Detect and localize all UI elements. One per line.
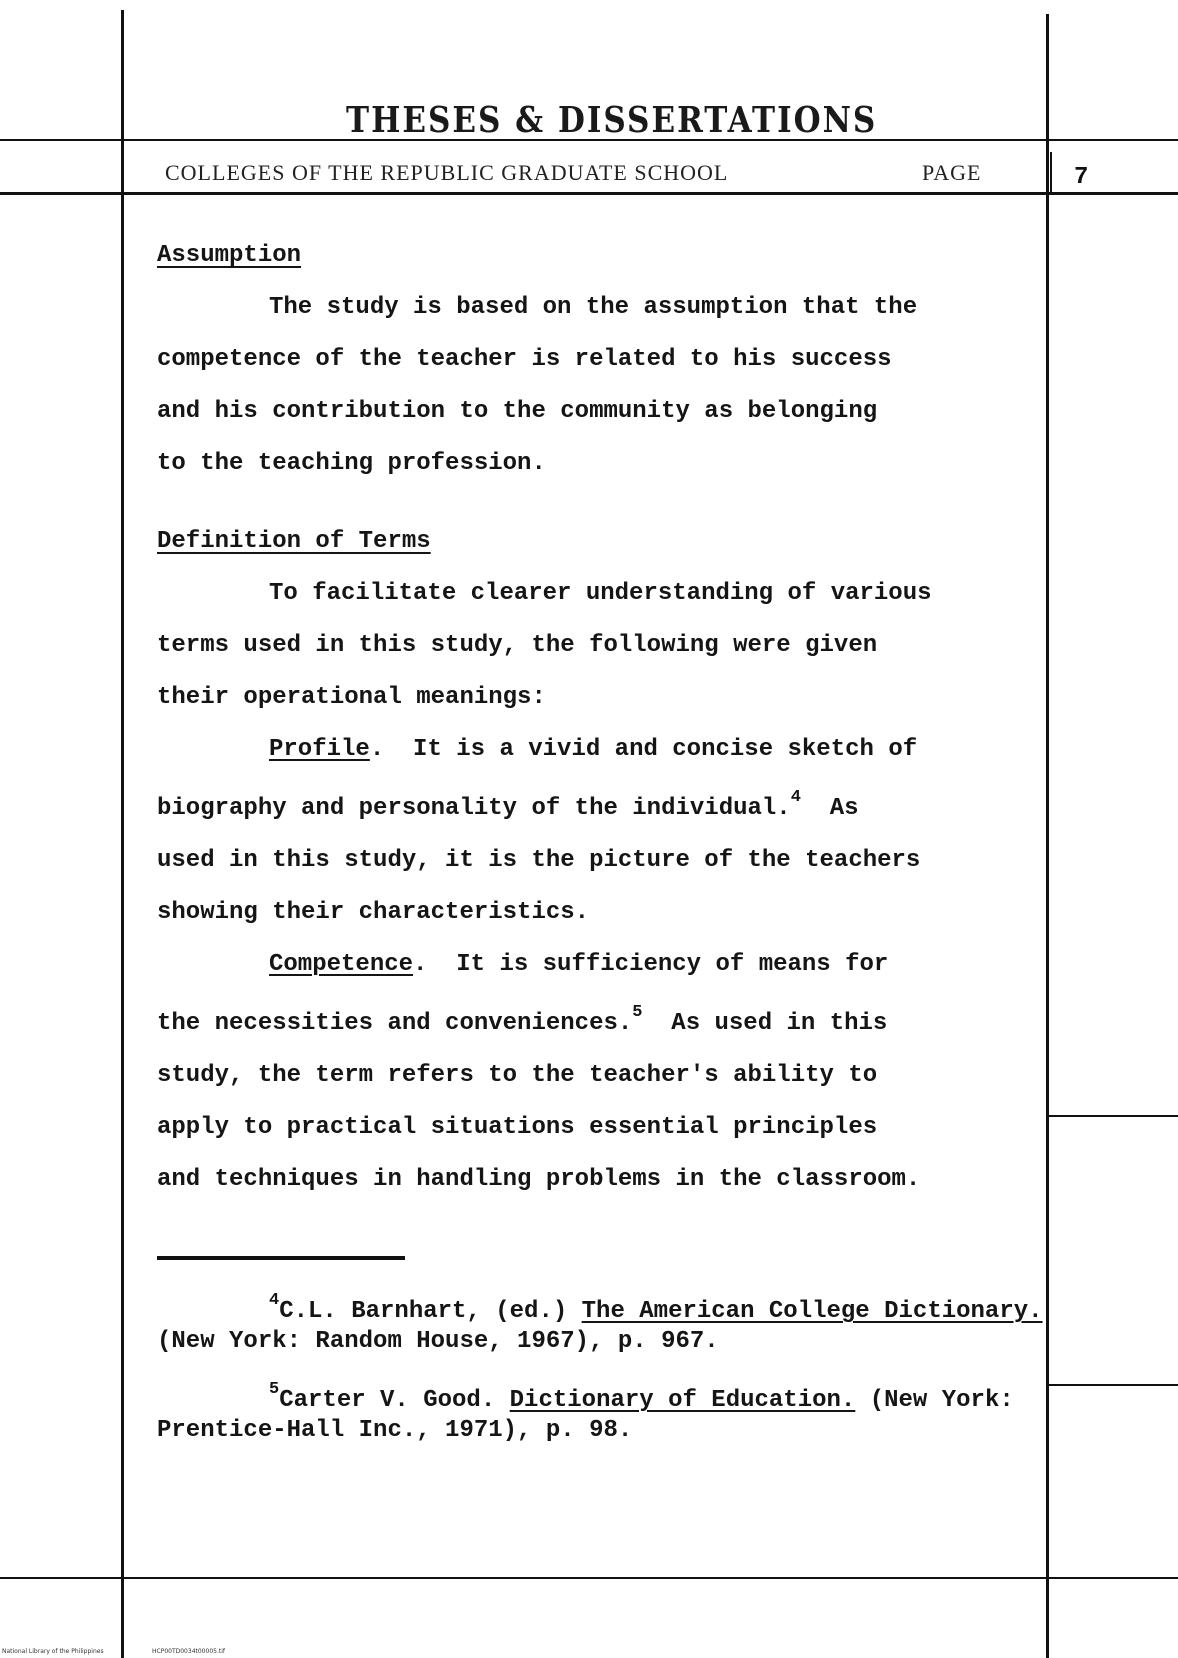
profile-line-text: biography and personality of the individual. — [157, 795, 791, 822]
profile-line: showing their characteristics. — [157, 899, 590, 926]
right-tab-mark-1 — [1046, 1115, 1178, 1117]
right-tab-mark-2 — [1046, 1384, 1178, 1386]
profile-first-line: . It is a vivid and concise sketch of — [369, 736, 918, 763]
competence-line: study, the term refers to the teacher's ability to — [157, 1062, 878, 1089]
competence-line: and techniques in handling problems in the classroom. — [157, 1166, 921, 1193]
footnote-publication: (New York: Random House, 1967), p. 967. — [157, 1328, 719, 1355]
assumption-line: The study is based on the assumption that the — [269, 294, 918, 321]
footnote-title: Dictionary of Education. — [509, 1387, 856, 1414]
page-number: 7 — [1074, 164, 1089, 191]
footnote-number: 4 — [269, 1291, 280, 1310]
profile-line — [157, 776, 1037, 835]
page-label: PAGE — [922, 160, 982, 185]
body-text — [157, 230, 1037, 1206]
profile-term: Profile — [269, 736, 370, 763]
footnote-5 — [157, 1379, 1057, 1446]
assumption-line: and his contribution to the community as belonging — [157, 398, 878, 425]
profile-line-tail: As — [800, 795, 859, 822]
footnote-author: Carter V. Good. — [279, 1387, 496, 1414]
competence-line: apply to practical situations essential principles — [157, 1114, 878, 1141]
footnote-4 — [157, 1290, 1057, 1357]
footnote-publication: (New York: Prentice-Hall Inc., 1971), p. 98. — [157, 1387, 1014, 1444]
competence-first-line: . It is sufficiency of means for — [413, 951, 889, 978]
profile-definition — [157, 724, 1037, 776]
competence-line-tail: As used in this — [642, 1010, 888, 1037]
left-margin-rule — [121, 10, 124, 1658]
assumption-line: competence of the teacher is related to his success — [157, 346, 892, 373]
definition-intro-line: terms used in this study, the following were given — [157, 632, 878, 659]
assumption-heading: Assumption — [157, 242, 302, 269]
institution-name: COLLEGES OF THE REPUBLIC GRADUATE SCHOOL — [165, 160, 729, 185]
footer-rule — [0, 1577, 1178, 1579]
header-bottom-rule — [0, 192, 1178, 195]
competence-term: Competence — [269, 951, 414, 978]
competence-line — [157, 991, 1037, 1050]
footnote-ref-4: 4 — [790, 788, 801, 807]
scan-file-label: HCP00TD0034t00005.tif — [152, 1648, 225, 1655]
profile-line: used in this study, it is the picture of the teachers — [157, 847, 921, 874]
page-box-divider — [1050, 152, 1052, 192]
footnote-number: 5 — [269, 1380, 280, 1399]
theses-stamp: THESES & DISSERTATIONS — [346, 100, 878, 142]
competence-line-text: the necessities and conveniences. — [157, 1010, 633, 1037]
footnote-author: C.L. Barnhart, (ed.) — [279, 1298, 568, 1325]
competence-definition — [157, 939, 1037, 991]
definition-heading: Definition of Terms — [157, 528, 431, 555]
footnote-ref-5: 5 — [632, 1003, 643, 1022]
scan-source-label: National Library of the Philippines — [2, 1648, 104, 1655]
definition-intro-line: their operational meanings: — [157, 684, 546, 711]
footnotes — [157, 1290, 1057, 1468]
definition-intro-line: To facilitate clearer understanding of various — [269, 580, 932, 607]
assumption-line: to the teaching profession. — [157, 450, 546, 477]
footnote-title: The American College Dictionary. — [581, 1298, 1043, 1325]
footnote-separator — [157, 1256, 405, 1260]
